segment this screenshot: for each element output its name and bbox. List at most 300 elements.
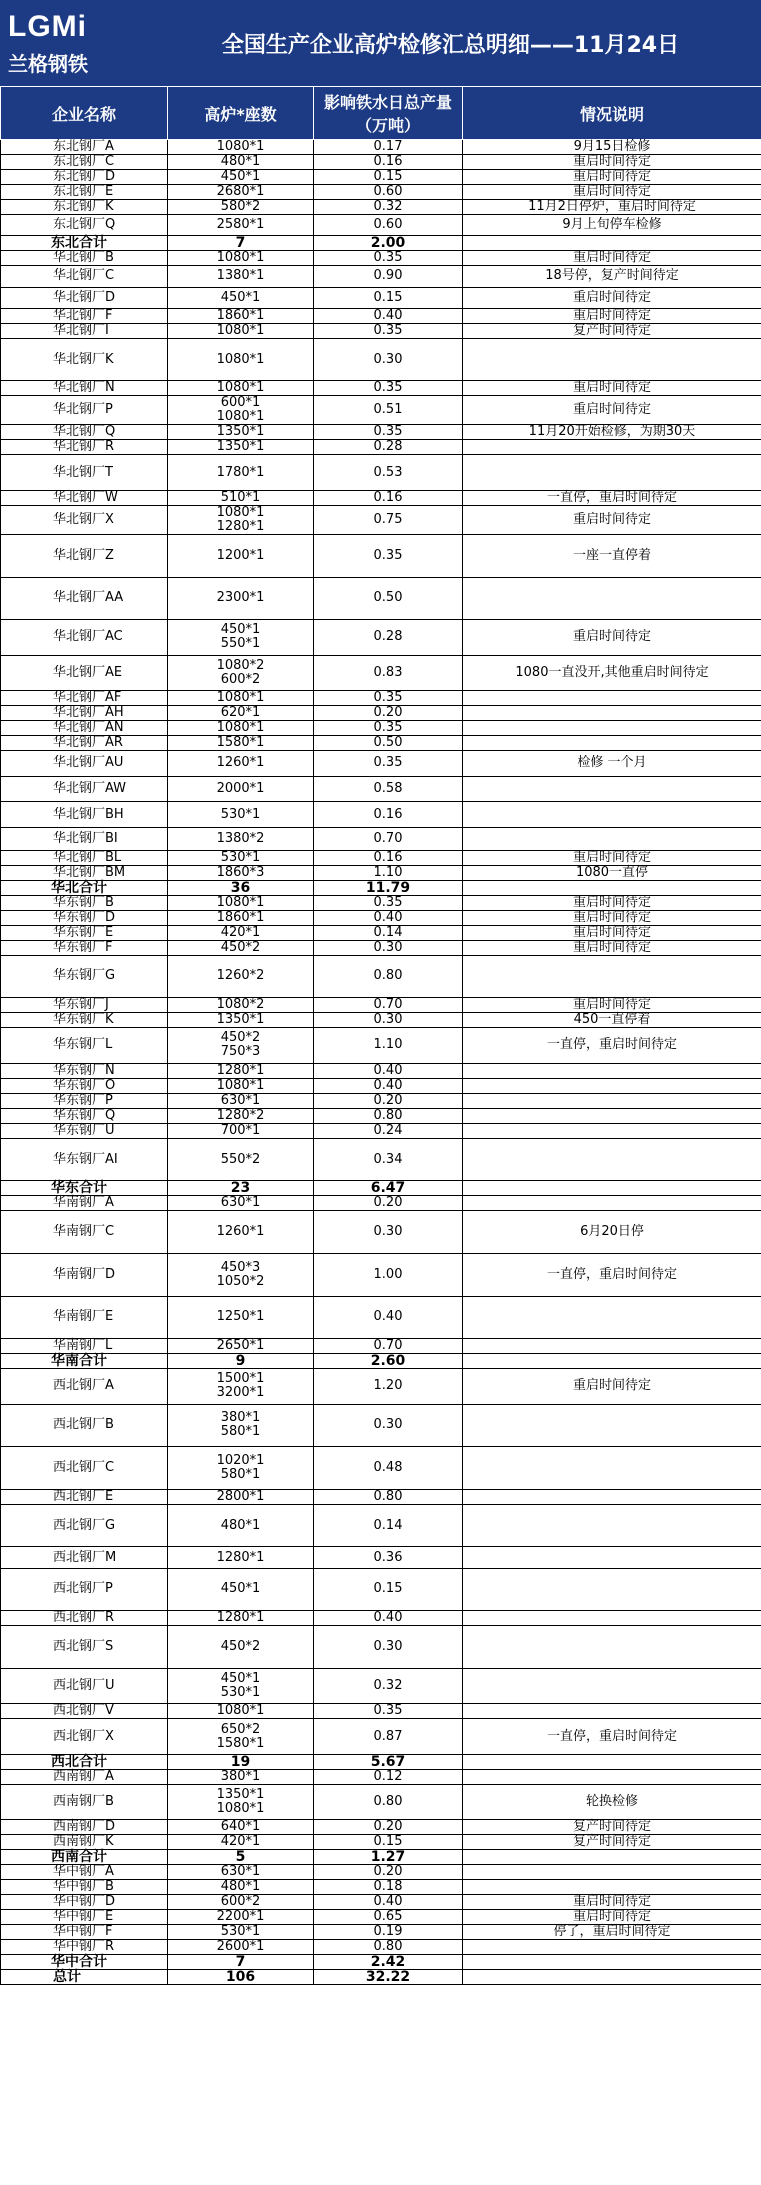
- output-cell: 0.35: [314, 425, 463, 440]
- company-name-cell: 东北合计: [1, 236, 168, 251]
- note-cell: 重启时间待定: [463, 155, 761, 170]
- output-cell: 0.30: [314, 1404, 463, 1447]
- output-cell: 0.14: [314, 1504, 463, 1547]
- table-row: [1, 1339, 761, 1354]
- furnace-count-cell: 450*1: [168, 1568, 314, 1611]
- company-name-cell: 西南合计: [1, 1850, 168, 1865]
- company-name-cell: 西南钢厂K: [1, 1835, 168, 1850]
- table-header-row: [1, 87, 761, 140]
- company-name-cell: 华北钢厂F: [1, 308, 168, 323]
- company-name-cell: 西北钢厂C: [1, 1447, 168, 1490]
- table-row: [1, 1784, 761, 1820]
- table-row: [1, 505, 761, 534]
- table-row: [1, 1123, 761, 1138]
- table-row: [1, 1447, 761, 1490]
- table-row: [1, 850, 761, 865]
- company-name-cell: 华中钢厂F: [1, 1925, 168, 1940]
- table-row: [1, 140, 761, 155]
- furnace-count-cell: 600*1 1080*1: [168, 396, 314, 425]
- furnace-count-cell: 2300*1: [168, 577, 314, 620]
- note-cell: 重启时间待定: [463, 1369, 761, 1405]
- furnace-count-cell: 2600*1: [168, 1940, 314, 1955]
- note-cell: 一座一直停着: [463, 534, 761, 577]
- furnace-count-cell: 1260*1: [168, 1211, 314, 1254]
- table-row: [1, 1719, 761, 1755]
- furnace-count-cell: 1350*1 1080*1: [168, 1784, 314, 1820]
- table-row: [1, 1880, 761, 1895]
- company-name-cell: 华北钢厂BI: [1, 827, 168, 850]
- company-name-cell: 华北钢厂AH: [1, 706, 168, 721]
- furnace-count-cell: 1280*2: [168, 1108, 314, 1123]
- furnace-count-cell: 630*1: [168, 1865, 314, 1880]
- note-cell: 重启时间待定: [463, 850, 761, 865]
- company-name-cell: 华中合计: [1, 1955, 168, 1970]
- table-row: [1, 1668, 761, 1704]
- furnace-count-cell: 420*1: [168, 1835, 314, 1850]
- table-row: [1, 910, 761, 925]
- furnace-count-cell: 1080*1: [168, 895, 314, 910]
- company-name-cell: 华南钢厂C: [1, 1211, 168, 1254]
- company-name-cell: 华南钢厂L: [1, 1339, 168, 1354]
- output-cell: 0.35: [314, 251, 463, 266]
- furnace-count-cell: 450*3 1050*2: [168, 1253, 314, 1296]
- company-name-cell: 华东钢厂D: [1, 910, 168, 925]
- column-header-output: 影响铁水日总产量（万吨）: [314, 87, 463, 140]
- furnace-count-cell: 2200*1: [168, 1910, 314, 1925]
- note-cell: 复产时间待定: [463, 1820, 761, 1835]
- table-row: [1, 925, 761, 940]
- company-name-cell: 东北钢厂D: [1, 170, 168, 185]
- table-row: [1, 381, 761, 396]
- furnace-count-cell: 1080*1: [168, 691, 314, 706]
- company-name-cell: 西南钢厂D: [1, 1820, 168, 1835]
- output-cell: 0.30: [314, 338, 463, 381]
- note-cell: [463, 1093, 761, 1108]
- company-name-cell: 华南合计: [1, 1354, 168, 1369]
- furnace-count-cell: 1080*1 1280*1: [168, 505, 314, 534]
- output-cell: 0.75: [314, 505, 463, 534]
- table-row: [1, 721, 761, 736]
- table-row: [1, 802, 761, 828]
- grand-total-row: [1, 1970, 761, 1985]
- furnace-count-cell: 380*1: [168, 1769, 314, 1784]
- column-header-note: 情况说明: [463, 87, 761, 140]
- table-row: [1, 215, 761, 236]
- table-row: [1, 1078, 761, 1093]
- furnace-count-cell: 2650*1: [168, 1339, 314, 1354]
- note-cell: [463, 1296, 761, 1339]
- company-name-cell: 西南钢厂A: [1, 1769, 168, 1784]
- company-name-cell: 东北钢厂A: [1, 140, 168, 155]
- furnace-count-cell: 1380*1: [168, 266, 314, 287]
- output-cell: 32.22: [314, 1970, 463, 1985]
- note-cell: 重启时间待定: [463, 170, 761, 185]
- furnace-count-cell: 1080*1: [168, 140, 314, 155]
- company-name-cell: 西北钢厂U: [1, 1668, 168, 1704]
- company-name-cell: 西北钢厂P: [1, 1568, 168, 1611]
- output-cell: 0.32: [314, 200, 463, 215]
- note-cell: [463, 1611, 761, 1626]
- table-row: [1, 185, 761, 200]
- output-cell: 0.20: [314, 1865, 463, 1880]
- furnace-count-cell: 1500*1 3200*1: [168, 1369, 314, 1405]
- note-cell: 重启时间待定: [463, 925, 761, 940]
- furnace-count-cell: 1260*1: [168, 751, 314, 777]
- output-cell: 0.50: [314, 577, 463, 620]
- output-cell: 0.60: [314, 215, 463, 236]
- output-cell: 0.30: [314, 1013, 463, 1028]
- company-name-cell: 西北合计: [1, 1754, 168, 1769]
- furnace-count-cell: 1080*1: [168, 323, 314, 338]
- company-name-cell: 东北钢厂Q: [1, 215, 168, 236]
- output-cell: 0.17: [314, 140, 463, 155]
- table-row: [1, 1504, 761, 1547]
- output-cell: 0.58: [314, 776, 463, 802]
- furnace-count-cell: 1080*1: [168, 1078, 314, 1093]
- note-cell: 重启时间待定: [463, 1910, 761, 1925]
- furnace-count-cell: 420*1: [168, 925, 314, 940]
- company-name-cell: 华东钢厂N: [1, 1063, 168, 1078]
- output-cell: 0.80: [314, 955, 463, 998]
- table-row: [1, 200, 761, 215]
- output-cell: 0.48: [314, 1447, 463, 1490]
- furnace-count-cell: 1080*1: [168, 721, 314, 736]
- furnace-count-cell: 480*1: [168, 155, 314, 170]
- note-cell: [463, 1447, 761, 1490]
- furnace-count-cell: 450*1: [168, 170, 314, 185]
- note-cell: [463, 1704, 761, 1719]
- company-name-cell: 华北钢厂P: [1, 396, 168, 425]
- table-row: [1, 998, 761, 1013]
- note-cell: [463, 776, 761, 802]
- note-cell: [463, 827, 761, 850]
- output-cell: 0.32: [314, 1668, 463, 1704]
- subtotal-row: [1, 880, 761, 895]
- output-cell: 0.87: [314, 1719, 463, 1755]
- furnace-count-cell: 2800*1: [168, 1489, 314, 1504]
- furnace-count-cell: 1350*1: [168, 425, 314, 440]
- table-row: [1, 1568, 761, 1611]
- output-cell: 1.20: [314, 1369, 463, 1405]
- furnace-count-cell: 1860*3: [168, 865, 314, 880]
- output-cell: 0.35: [314, 534, 463, 577]
- furnace-count-cell: 450*2: [168, 940, 314, 955]
- output-cell: 0.80: [314, 1784, 463, 1820]
- note-cell: [463, 1138, 761, 1181]
- company-name-cell: 华北钢厂C: [1, 266, 168, 287]
- note-cell: 重启时间待定: [463, 910, 761, 925]
- output-cell: 1.00: [314, 1253, 463, 1296]
- note-cell: [463, 1970, 761, 1985]
- table-row: [1, 251, 761, 266]
- table-row: [1, 425, 761, 440]
- table-row: [1, 1820, 761, 1835]
- company-name-cell: 华东钢厂G: [1, 955, 168, 998]
- furnace-count-cell: 530*1: [168, 850, 314, 865]
- furnace-count-cell: 1260*2: [168, 955, 314, 998]
- company-name-cell: 华中钢厂D: [1, 1895, 168, 1910]
- table-row: [1, 1835, 761, 1850]
- note-cell: [463, 1880, 761, 1895]
- furnace-count-cell: 1250*1: [168, 1296, 314, 1339]
- company-name-cell: 西南钢厂B: [1, 1784, 168, 1820]
- output-cell: 0.80: [314, 1940, 463, 1955]
- table-row: [1, 620, 761, 656]
- column-header-company: 企业名称: [1, 87, 168, 140]
- furnace-count-cell: 106: [168, 1970, 314, 1985]
- output-cell: 0.34: [314, 1138, 463, 1181]
- company-name-cell: 华北合计: [1, 880, 168, 895]
- furnace-count-cell: 1780*1: [168, 455, 314, 491]
- table-row: [1, 1910, 761, 1925]
- table-row: [1, 827, 761, 850]
- furnace-count-cell: 7: [168, 1955, 314, 1970]
- output-cell: 0.70: [314, 827, 463, 850]
- table-row: [1, 577, 761, 620]
- output-cell: 0.40: [314, 1078, 463, 1093]
- output-cell: 0.83: [314, 655, 463, 691]
- output-cell: 0.65: [314, 1910, 463, 1925]
- output-cell: 2.42: [314, 1955, 463, 1970]
- subtotal-row: [1, 1354, 761, 1369]
- furnace-count-cell: 19: [168, 1754, 314, 1769]
- output-cell: 0.40: [314, 910, 463, 925]
- table-row: [1, 1196, 761, 1211]
- furnace-count-cell: 700*1: [168, 1123, 314, 1138]
- note-cell: [463, 1668, 761, 1704]
- company-name-cell: 华东钢厂K: [1, 1013, 168, 1028]
- company-name-cell: 华东钢厂AI: [1, 1138, 168, 1181]
- furnace-count-cell: 1080*2: [168, 998, 314, 1013]
- table-row: [1, 1865, 761, 1880]
- table-row: [1, 1211, 761, 1254]
- company-name-cell: 华北钢厂Q: [1, 425, 168, 440]
- table-row: [1, 1253, 761, 1296]
- furnace-count-cell: 2000*1: [168, 776, 314, 802]
- furnace-count-cell: 550*2: [168, 1138, 314, 1181]
- note-cell: 重启时间待定: [463, 185, 761, 200]
- note-cell: 复产时间待定: [463, 1835, 761, 1850]
- note-cell: [463, 1108, 761, 1123]
- note-cell: 11月20开始检修，为期30天: [463, 425, 761, 440]
- output-cell: 0.60: [314, 185, 463, 200]
- table-row: [1, 287, 761, 308]
- furnace-count-cell: 1080*1: [168, 381, 314, 396]
- table-row: [1, 1704, 761, 1719]
- company-name-cell: 东北钢厂E: [1, 185, 168, 200]
- furnace-count-cell: 1200*1: [168, 534, 314, 577]
- output-cell: 0.50: [314, 736, 463, 751]
- note-cell: 450一直停着: [463, 1013, 761, 1028]
- table-row: [1, 1489, 761, 1504]
- company-name-cell: 华北钢厂BH: [1, 802, 168, 828]
- company-name-cell: 东北钢厂C: [1, 155, 168, 170]
- furnace-count-cell: 450*1 530*1: [168, 1668, 314, 1704]
- note-cell: [463, 802, 761, 828]
- table-row: [1, 1626, 761, 1669]
- furnace-count-cell: 510*1: [168, 490, 314, 505]
- company-name-cell: 西北钢厂M: [1, 1547, 168, 1568]
- company-name-cell: 华东钢厂E: [1, 925, 168, 940]
- header-banner: [0, 0, 761, 86]
- note-cell: [463, 1063, 761, 1078]
- company-name-cell: 华北钢厂AF: [1, 691, 168, 706]
- company-name-cell: 华北钢厂Z: [1, 534, 168, 577]
- company-name-cell: 西北钢厂X: [1, 1719, 168, 1755]
- output-cell: 0.30: [314, 1211, 463, 1254]
- table-row: [1, 323, 761, 338]
- furnace-count-cell: 530*1: [168, 1925, 314, 1940]
- company-name-cell: 华南钢厂A: [1, 1196, 168, 1211]
- company-name-cell: 华北钢厂X: [1, 505, 168, 534]
- company-name-cell: 华南钢厂D: [1, 1253, 168, 1296]
- output-cell: 6.47: [314, 1181, 463, 1196]
- table-row: [1, 1138, 761, 1181]
- furnace-count-cell: 1380*2: [168, 827, 314, 850]
- note-cell: 一直停，重启时间待定: [463, 1028, 761, 1064]
- note-cell: [463, 1568, 761, 1611]
- note-cell: [463, 1754, 761, 1769]
- table-row: [1, 1611, 761, 1626]
- furnace-count-cell: 7: [168, 236, 314, 251]
- company-name-cell: 西北钢厂G: [1, 1504, 168, 1547]
- company-name-cell: 总计: [1, 1970, 168, 1985]
- note-cell: 9月上旬停车检修: [463, 215, 761, 236]
- table-row: [1, 1013, 761, 1028]
- note-cell: 轮换检修: [463, 1784, 761, 1820]
- note-cell: [463, 577, 761, 620]
- note-cell: [463, 455, 761, 491]
- table-row: [1, 1895, 761, 1910]
- company-name-cell: 华北钢厂K: [1, 338, 168, 381]
- furnace-count-cell: 380*1 580*1: [168, 1404, 314, 1447]
- company-name-cell: 华东钢厂Q: [1, 1108, 168, 1123]
- note-cell: 重启时间待定: [463, 1895, 761, 1910]
- company-name-cell: 华北钢厂AA: [1, 577, 168, 620]
- output-cell: 11.79: [314, 880, 463, 895]
- table-row: [1, 308, 761, 323]
- note-cell: 重启时间待定: [463, 287, 761, 308]
- blast-furnace-table: [0, 86, 761, 1985]
- note-cell: 一直停，重启时间待定: [463, 490, 761, 505]
- output-cell: 0.20: [314, 1820, 463, 1835]
- output-cell: 0.12: [314, 1769, 463, 1784]
- company-name-cell: 华东钢厂L: [1, 1028, 168, 1064]
- note-cell: 复产时间待定: [463, 323, 761, 338]
- output-cell: 0.16: [314, 850, 463, 865]
- note-cell: [463, 1489, 761, 1504]
- table-row: [1, 490, 761, 505]
- output-cell: 0.40: [314, 1296, 463, 1339]
- output-cell: 2.60: [314, 1354, 463, 1369]
- output-cell: 0.14: [314, 925, 463, 940]
- table-row: [1, 1108, 761, 1123]
- table-row: [1, 691, 761, 706]
- company-name-cell: 华北钢厂AU: [1, 751, 168, 777]
- furnace-count-cell: 23: [168, 1181, 314, 1196]
- note-cell: 6月20日停: [463, 1211, 761, 1254]
- company-name-cell: 华南钢厂E: [1, 1296, 168, 1339]
- output-cell: 0.15: [314, 287, 463, 308]
- note-cell: [463, 691, 761, 706]
- output-cell: 2.00: [314, 236, 463, 251]
- company-name-cell: 华北钢厂B: [1, 251, 168, 266]
- furnace-count-cell: 9: [168, 1354, 314, 1369]
- note-cell: [463, 955, 761, 998]
- table-row: [1, 1404, 761, 1447]
- company-name-cell: 华北钢厂T: [1, 455, 168, 491]
- company-name-cell: 西北钢厂R: [1, 1611, 168, 1626]
- table-row: [1, 865, 761, 880]
- output-cell: 0.16: [314, 490, 463, 505]
- company-name-cell: 华北钢厂W: [1, 490, 168, 505]
- output-cell: 0.35: [314, 323, 463, 338]
- note-cell: [463, 1181, 761, 1196]
- note-cell: 重启时间待定: [463, 251, 761, 266]
- furnace-count-cell: 1860*1: [168, 910, 314, 925]
- furnace-count-cell: 600*2: [168, 1895, 314, 1910]
- output-cell: 0.35: [314, 1704, 463, 1719]
- company-name-cell: 西北钢厂E: [1, 1489, 168, 1504]
- note-cell: [463, 1955, 761, 1970]
- output-cell: 0.40: [314, 1611, 463, 1626]
- subtotal-row: [1, 1850, 761, 1865]
- output-cell: 0.20: [314, 1196, 463, 1211]
- furnace-count-cell: 1080*2 600*2: [168, 655, 314, 691]
- output-cell: 0.16: [314, 802, 463, 828]
- note-cell: [463, 721, 761, 736]
- company-name-cell: 华东钢厂O: [1, 1078, 168, 1093]
- output-cell: 0.16: [314, 155, 463, 170]
- logo-subtitle: 兰格钢铁: [8, 52, 88, 76]
- note-cell: 重启时间待定: [463, 940, 761, 955]
- output-cell: 0.30: [314, 1626, 463, 1669]
- table-row: [1, 736, 761, 751]
- output-cell: 0.35: [314, 721, 463, 736]
- furnace-count-cell: 1080*1: [168, 1704, 314, 1719]
- output-cell: 0.35: [314, 691, 463, 706]
- note-cell: [463, 1850, 761, 1865]
- output-cell: 0.15: [314, 1568, 463, 1611]
- furnace-count-cell: 1020*1 580*1: [168, 1447, 314, 1490]
- output-cell: 0.20: [314, 1093, 463, 1108]
- furnace-count-cell: 630*1: [168, 1093, 314, 1108]
- company-name-cell: 华北钢厂AC: [1, 620, 168, 656]
- note-cell: [463, 1339, 761, 1354]
- subtotal-row: [1, 1754, 761, 1769]
- note-cell: 1080一直停: [463, 865, 761, 880]
- furnace-count-cell: 1280*1: [168, 1611, 314, 1626]
- note-cell: 一直停，重启时间待定: [463, 1719, 761, 1755]
- furnace-count-cell: 640*1: [168, 1820, 314, 1835]
- output-cell: 5.67: [314, 1754, 463, 1769]
- note-cell: 一直停，重启时间待定: [463, 1253, 761, 1296]
- table-row: [1, 455, 761, 491]
- table-row: [1, 895, 761, 910]
- table-row: [1, 266, 761, 287]
- table-row: [1, 1093, 761, 1108]
- table-row: [1, 1296, 761, 1339]
- company-name-cell: 华东钢厂B: [1, 895, 168, 910]
- company-name-cell: 东北钢厂K: [1, 200, 168, 215]
- note-cell: [463, 1123, 761, 1138]
- table-row: [1, 1369, 761, 1405]
- output-cell: 0.19: [314, 1925, 463, 1940]
- furnace-count-cell: 36: [168, 880, 314, 895]
- table-row: [1, 396, 761, 425]
- table-row: [1, 940, 761, 955]
- company-name-cell: 华东钢厂J: [1, 998, 168, 1013]
